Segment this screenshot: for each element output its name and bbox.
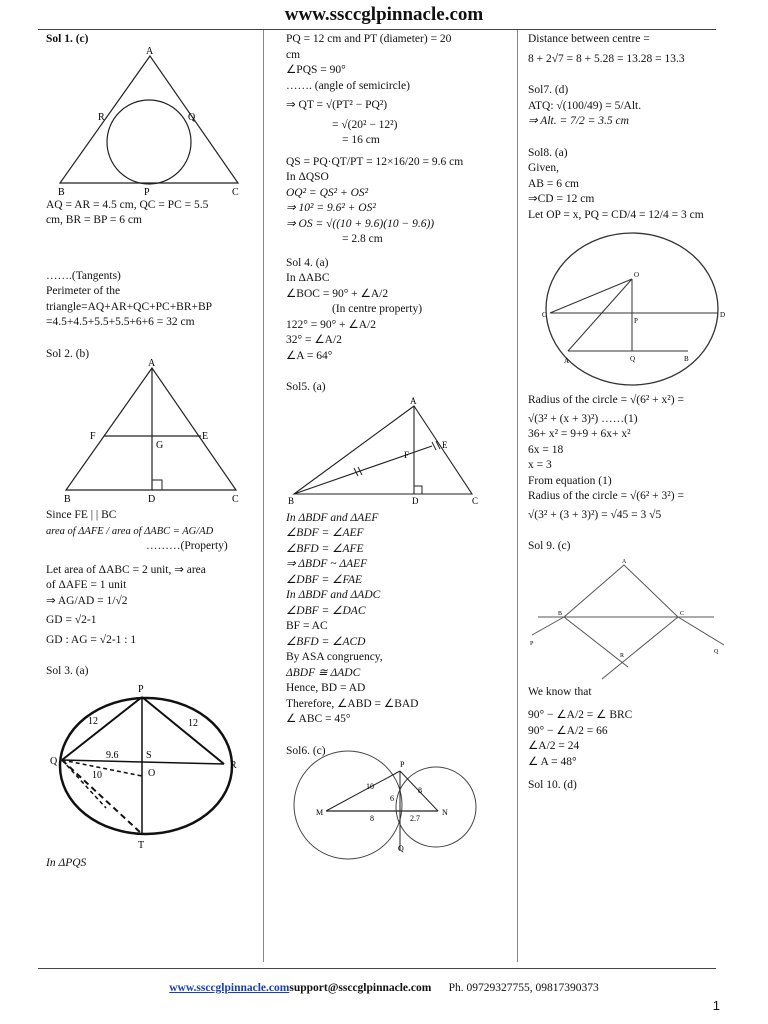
text-line: cm — [286, 48, 301, 61]
text-line: ⇒ 10² = 9.6² + OS² — [286, 202, 376, 214]
text-line: In ΔABC — [286, 272, 330, 284]
fig-label: B — [558, 610, 563, 617]
text-line: In ΔPQS — [46, 856, 87, 869]
sol7-heading: Sol7. (d) — [528, 84, 569, 96]
sol1-heading: Sol 1. (c) — [46, 33, 89, 45]
text-line: (In centre property) — [332, 303, 423, 315]
footer — [0, 982, 768, 994]
fig-label: 12 — [88, 715, 98, 727]
fig-label: B — [58, 186, 65, 198]
sol2-triangle-figure — [46, 358, 246, 505]
text-line: ∠BOC = 90° + ∠A/2 — [286, 287, 389, 300]
footer-rule — [38, 968, 716, 969]
text-line: In ΔQSO — [286, 171, 329, 183]
fig-label: C — [680, 610, 685, 617]
text-line: ⇒CD = 12 cm — [528, 193, 595, 205]
fig-label: Q — [188, 111, 196, 123]
fig-label: D — [412, 495, 419, 506]
sol9-triangle-figure — [528, 555, 728, 685]
fig-label: B — [64, 494, 71, 505]
text-line: ……. (angle of semicircle) — [286, 79, 410, 92]
sol10-heading: Sol 10. (d) — [528, 779, 577, 791]
text-line: ∠ ABC = 45° — [286, 713, 351, 725]
fig-label: 6 — [390, 794, 394, 803]
text-line: GD = √2-1 — [46, 614, 97, 626]
column-3 — [528, 32, 748, 794]
sol1-incircle-figure — [46, 45, 246, 198]
fig-label: 10 — [92, 769, 102, 781]
text-line: Let OP = x, PQ = CD/4 = 12/4 = 3 cm — [528, 208, 704, 221]
text-line: ⇒ ΔBDF ~ ΔAEF — [286, 558, 368, 570]
column-2 — [286, 32, 512, 855]
text-line: 6x = 18 — [528, 443, 564, 456]
text-line: In ΔBDF and ΔADC — [286, 589, 381, 601]
fig-label: C — [542, 311, 547, 319]
text-line: of ΔAFE = 1 unit — [46, 579, 127, 591]
fig-label: A — [564, 357, 570, 365]
text-line: 8 + 2√7 = 8 + 5.28 = 13.28 = 13.3 — [528, 52, 685, 65]
fig-label: Q — [714, 648, 719, 655]
fig-label: 8 — [418, 786, 422, 795]
text-line: Distance between centre = — [528, 33, 650, 45]
text-line: QS = PQ·QT/PT = 12×16/20 = 9.6 cm — [286, 155, 464, 168]
fig-label: R — [98, 111, 105, 123]
text-line: Let area of ΔABC = 2 unit, ⇒ area — [46, 563, 206, 576]
column-divider-2 — [517, 30, 518, 962]
fig-label: E — [202, 431, 209, 442]
text-line: We know that — [528, 685, 592, 698]
fig-label: 10 — [366, 782, 374, 791]
fig-label: 2.7 — [410, 814, 420, 823]
fig-label: R — [230, 759, 237, 771]
fig-label: O — [148, 767, 156, 779]
sol5-heading: Sol5. (a) — [286, 381, 326, 393]
footer-phone: Ph. 09729327755, 09817390373 — [448, 982, 599, 994]
text-line: ⇒ QT = √(PT² − PQ²) — [286, 99, 388, 111]
text-line: ∠A/2 = 24 — [528, 740, 580, 752]
text-line: Since FE | | BC — [46, 509, 117, 521]
text-line: Given, — [528, 162, 559, 174]
fig-label: 9.6 — [106, 749, 119, 761]
text-line: BF = AC — [286, 620, 328, 632]
text-line: ⇒ AG/AD = 1/√2 — [46, 594, 128, 607]
sol9-heading: Sol 9. (c) — [528, 540, 571, 552]
fig-label: P — [400, 760, 405, 769]
fig-label: C — [472, 495, 479, 506]
text-line: 90° − ∠A/2 = ∠ BRC — [528, 709, 633, 721]
fig-label: N — [442, 808, 448, 817]
text-line: …….(Tangents) — [46, 269, 121, 282]
text-line: 32° = ∠A/2 — [286, 334, 342, 346]
fig-label: P — [634, 317, 638, 325]
sol8-heading: Sol8. (a) — [528, 146, 568, 159]
text-line: = 16 cm — [342, 134, 380, 146]
text-line: ∠A = 64° — [286, 349, 333, 362]
fig-label: Q — [50, 755, 58, 767]
text-line: AB = 6 cm — [528, 177, 579, 190]
fig-label: P — [138, 683, 144, 695]
sol3-heading: Sol 3. (a) — [46, 665, 89, 677]
page-number: 1 — [712, 998, 720, 1013]
text-line: ∠ A = 48° — [528, 755, 577, 768]
fig-label: B — [684, 355, 689, 363]
fig-label: T — [138, 839, 145, 851]
sol5-triangle-figure — [286, 396, 496, 511]
sol8-circle-figure — [528, 223, 728, 393]
fig-label: A — [622, 558, 627, 565]
fig-label: F — [404, 449, 410, 460]
fig-label: A — [146, 45, 154, 57]
fig-label: D — [148, 494, 156, 505]
fig-label: E — [442, 439, 448, 450]
text-line: ∠BFD = ∠AFE — [286, 542, 364, 555]
text-line: Perimeter of the — [46, 285, 121, 297]
text-line: =4.5+4.5+5.5+5.5+6+6 = 32 cm — [46, 316, 195, 328]
fig-label: C — [232, 186, 239, 198]
text-line: By ASA congruency, — [286, 651, 383, 663]
fig-label: R — [620, 652, 625, 659]
fig-label: Q — [398, 844, 404, 853]
text-line: Therefore, ∠ABD = ∠BAD — [286, 697, 419, 710]
text-line: ∠BDF = ∠AEF — [286, 527, 364, 539]
text-line: 90° − ∠A/2 = 66 — [528, 724, 608, 737]
sol6-two-circles-figure — [286, 759, 496, 855]
fig-label: G — [156, 440, 164, 451]
text-line: = √(20² − 12²) — [332, 118, 398, 131]
text-line: ΔBDF ≅ ΔADC — [286, 666, 361, 679]
text-line: √(3² + (x + 3)²) ……(1) — [528, 412, 638, 425]
fig-label: C — [232, 494, 239, 505]
sol6-heading: Sol6. (c) — [286, 744, 326, 757]
text-line: 122° = 90° + ∠A/2 — [286, 318, 376, 331]
text-line: triangle=AQ+AR+QC+PC+BR+BP — [46, 300, 213, 313]
page-header: www.ssccglpinnacle.com — [284, 4, 484, 25]
text-line: Hence, BD = AD — [286, 682, 366, 694]
fig-label: F — [90, 431, 96, 442]
fig-label: A — [148, 358, 156, 369]
fig-label: O — [634, 271, 640, 279]
sol4-heading: Sol 4. (a) — [286, 256, 329, 269]
fig-label: A — [410, 395, 417, 406]
fig-label: D — [720, 311, 726, 319]
footer-email: support@ssccglpinnacle.com — [289, 982, 432, 994]
column-1 — [46, 32, 258, 871]
fig-label: B — [288, 495, 295, 506]
text-line: GD : AG = √2-1 : 1 — [46, 633, 137, 646]
text-line: ∠BFD = ∠ACD — [286, 635, 366, 648]
text-line: √(3² + (3 + 3)²) = √45 = 3 √5 — [528, 508, 662, 521]
header-rule — [38, 29, 716, 30]
fig-label: Q — [630, 355, 636, 363]
text-line: cm, BR = BP = 6 cm — [46, 214, 142, 226]
text-line: ∠DBF = ∠DAC — [286, 604, 366, 617]
text-line: OQ² = QS² + OS² — [286, 186, 369, 199]
text-line: AQ = AR = 4.5 cm, QC = PC = 5.5 — [46, 198, 209, 211]
sol3-circle-figure — [46, 680, 251, 852]
fig-label: 12 — [188, 717, 198, 729]
text-line: ATQ: √(100/49) = 5/Alt. — [528, 99, 642, 112]
text-line: = 2.8 cm — [342, 233, 383, 245]
fig-label: S — [146, 749, 152, 761]
text-line: ∠PQS = 90° — [286, 64, 346, 76]
text-line: Radius of the circle = √(6² + x²) = — [528, 394, 684, 406]
text-line: x = 3 — [528, 459, 552, 471]
column-divider-1 — [263, 30, 264, 962]
text-line: In ΔBDF and ΔAEF — [286, 511, 379, 524]
sol2-heading: Sol 2. (b) — [46, 347, 90, 360]
footer-website-link[interactable]: www.ssccglpinnacle.com — [169, 982, 290, 994]
text-line: ∠DBF = ∠FAE — [286, 573, 363, 586]
text-line: PQ = 12 cm and PT (diameter) = 20 — [286, 33, 452, 45]
text-line: ⇒ OS = √((10 + 9.6)(10 − 9.6)) — [286, 217, 435, 230]
text-line: From equation (1) — [528, 474, 612, 487]
text-line: 36+ x² = 9+9 + 6x+ x² — [528, 428, 631, 440]
text-line: area of ΔAFE / area of ΔABC = AG/AD — [46, 525, 214, 537]
fig-label: M — [316, 808, 324, 817]
text-line: ⇒ Alt. = 7/2 = 3.5 cm — [528, 115, 629, 127]
fig-label: P — [530, 640, 534, 647]
fig-label: P — [144, 186, 150, 198]
text-line: ………(Property) — [146, 540, 228, 552]
fig-label: 8 — [370, 814, 374, 823]
text-line: Radius of the circle = √(6² + 3²) = — [528, 490, 684, 502]
